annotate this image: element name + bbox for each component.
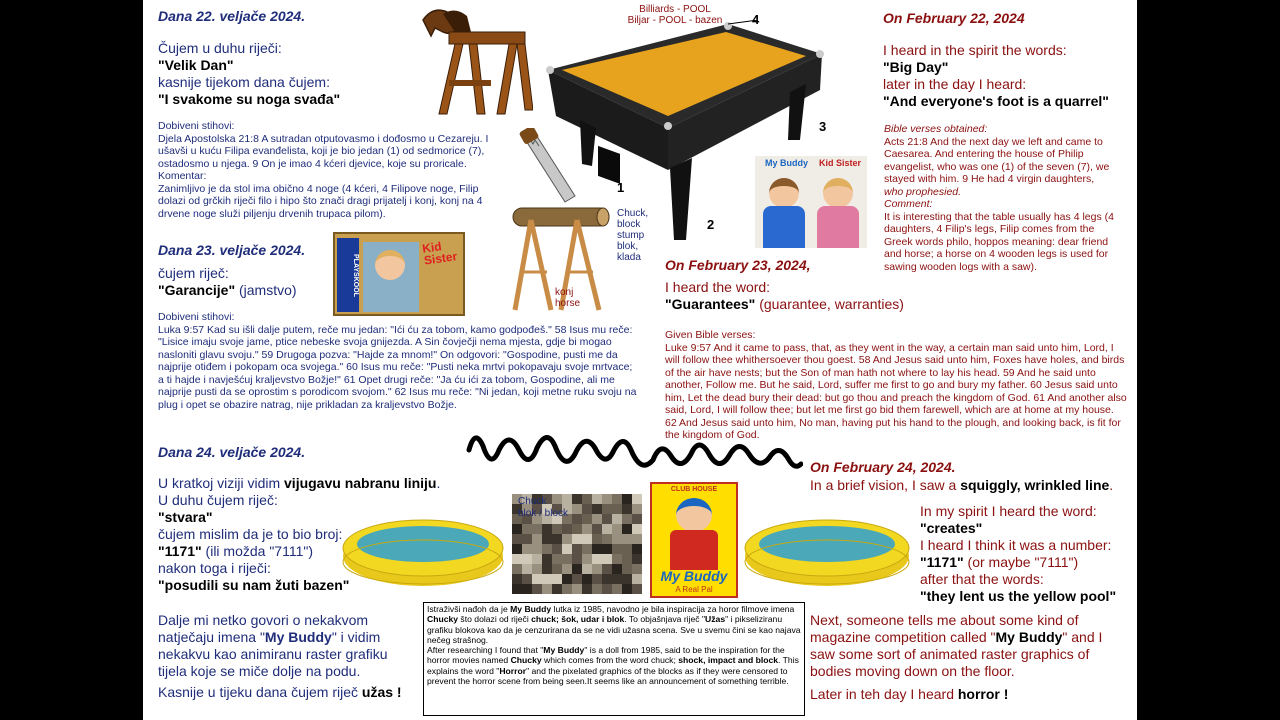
right-feb23-verses-heading: Given Bible verses:	[665, 329, 756, 341]
right-feb24-vision-c: .	[1109, 477, 1114, 493]
pixel-block	[592, 544, 602, 554]
right-feb24-line2: In my spirit I heard the word:	[920, 503, 1097, 519]
pixel-block	[632, 584, 642, 594]
pixel-block	[522, 524, 532, 534]
left-feb24-vision-a: U kratkoj viziji vidim	[158, 475, 285, 491]
note-hr-e: što dolazi od riječi	[458, 614, 532, 625]
label-klada: klada	[617, 252, 641, 263]
right-feb24-quote3: "they lent us the yellow pool"	[920, 588, 1117, 604]
right-feb24-paragraph	[810, 612, 1130, 680]
pixel-block	[562, 534, 572, 544]
right-feb24-number-note: (or maybe "7111")	[963, 554, 1079, 570]
label-konj: konj	[555, 287, 574, 298]
label-billiards-2: Biljar - POOL - bazen	[627, 15, 723, 26]
dolls-image	[755, 156, 867, 248]
right-feb23-quote-note: (guarantee, warranties)	[755, 296, 904, 312]
pixel-block	[632, 524, 642, 534]
pixel-block	[532, 534, 542, 544]
pixel-block	[612, 544, 622, 554]
right-feb24-vision-b: squiggly, wrinkled line	[960, 477, 1110, 493]
left-feb22-line1: Čujem u duhu riječi:	[158, 40, 282, 56]
pixel-block	[542, 554, 552, 564]
pixel-block	[592, 524, 602, 534]
left-feb22-verses	[158, 120, 508, 220]
pixel-block	[602, 564, 612, 574]
pixel-block	[622, 514, 632, 524]
left-feb23-quote: "Garancije"	[158, 282, 236, 298]
left-feb22-comment-heading: Komentar:	[158, 170, 207, 182]
pixel-block	[552, 494, 562, 504]
pixel-block	[542, 544, 552, 554]
left-feb24-vision-c: .	[436, 475, 441, 491]
pixel-block	[562, 584, 572, 594]
right-feb22-section	[883, 10, 1137, 110]
right-feb24-p2a: Later in teh day I heard	[810, 686, 958, 702]
left-feb24-line2: U duhu čujem riječ:	[158, 492, 278, 508]
label-horse: horse	[555, 298, 581, 309]
pixel-block	[512, 574, 522, 584]
kid-sister-box-image	[333, 232, 465, 316]
pixel-block	[602, 504, 612, 514]
pixel-block	[552, 584, 562, 594]
left-feb24-paragraph	[158, 612, 420, 680]
pixel-block	[592, 584, 602, 594]
pixel-block	[622, 574, 632, 584]
pixel-block	[562, 544, 572, 554]
pixel-block	[572, 524, 582, 534]
right-feb22-comment-text: It is interesting that the table usually has 4 legs (4 daughters, 4 Filip's legs, Filip comes from the Greek words philo, hoppos meaning: dear friend and horse; a horse on 4 wooden legs is used for sawing wooden logs with a saw).	[884, 210, 1114, 273]
right-feb22-verses-text: Acts 21:8 And the next day we left and came to Caesarea. And entering the house of Philip evangelist, who was one (1) of the seven (7), we stayed with him. 9 He had 4 virgin daughters,	[884, 135, 1110, 185]
pixel-block	[582, 554, 592, 564]
pixel-block	[622, 554, 632, 564]
note-en-i: " and the pixelated graphics of the blocks as if they were censored to prevent the horror scene from being seen.It seems like an announcement of something terrible.	[427, 665, 789, 687]
document-page	[143, 0, 1137, 720]
right-feb24-line3: I heard I think it was a number:	[920, 537, 1112, 553]
pixel-block	[632, 504, 642, 514]
right-feb22-line1: I heard in the spirit the words:	[883, 42, 1067, 58]
right-feb24-vision-a: In a brief vision, I saw a	[810, 477, 961, 493]
left-feb22-quote1: "Velik Dan"	[158, 57, 234, 73]
pixel-block	[552, 574, 562, 584]
pixel-block	[572, 534, 582, 544]
pixel-block	[542, 574, 552, 584]
pixel-block	[572, 574, 582, 584]
pixel-block	[632, 564, 642, 574]
pixel-block	[572, 514, 582, 524]
pixel-block	[582, 494, 592, 504]
right-feb24-p1b: My Buddy	[995, 629, 1063, 645]
pixel-block	[612, 504, 622, 514]
right-feb22-date: On February 22, 2024	[883, 10, 1025, 26]
pixel-block	[552, 564, 562, 574]
left-feb24-p2b: užas !	[361, 684, 402, 700]
pixel-block	[582, 544, 592, 554]
note-hr-a: Istraživši nađoh da je	[427, 604, 511, 614]
pixel-block	[512, 534, 522, 544]
pixel-block	[532, 574, 542, 584]
right-feb24-quote1: "creates"	[920, 520, 983, 536]
pixel-block	[562, 564, 572, 574]
pool-leg-number-2: 2	[707, 217, 715, 232]
pixel-block	[582, 524, 592, 534]
pixel-block	[592, 494, 602, 504]
pixel-label-block: blok / block	[518, 508, 569, 519]
label-block: block	[617, 219, 641, 230]
left-feb24-line4: nakon toga i riječi:	[158, 560, 271, 576]
sister-doll-body	[817, 206, 859, 248]
note-en-g: . This explains the word "	[427, 655, 799, 676]
pixel-block	[622, 544, 632, 554]
pixel-block	[592, 564, 602, 574]
pixel-block	[592, 554, 602, 564]
right-feb22-comment-heading: Comment:	[884, 198, 933, 210]
pixelated-chuck-block-image	[512, 494, 642, 594]
pixel-block	[512, 524, 522, 534]
pixel-block	[572, 504, 582, 514]
pixel-block	[582, 514, 592, 524]
pixel-block	[532, 584, 542, 594]
pixel-block	[522, 584, 532, 594]
sister-doll-head	[823, 178, 853, 208]
pixel-block	[582, 534, 592, 544]
left-feb24-p1b: My Buddy	[264, 629, 332, 645]
left-feb24-line3: čujem mislim da je to bio broj:	[158, 526, 343, 542]
pixel-block	[632, 534, 642, 544]
right-feb22-verses	[884, 123, 1124, 273]
left-feb22-date: Dana 22. veljače 2024.	[158, 8, 306, 24]
research-note-box	[423, 602, 805, 716]
left-feb23-verses-heading: Dobiveni stihovi:	[158, 311, 235, 323]
right-feb23-section	[665, 257, 1085, 313]
buddy-box-doll-head	[676, 498, 712, 532]
pixel-block	[552, 534, 562, 544]
pixel-block	[512, 544, 522, 554]
pixel-block	[562, 574, 572, 584]
wooden-horse-image	[413, 2, 533, 122]
left-feb23-date: Dana 23. veljače 2024.	[158, 242, 306, 258]
pixel-block	[572, 494, 582, 504]
left-feb23-line1: čujem riječ:	[158, 265, 229, 281]
pixel-block	[552, 544, 562, 554]
pixel-block	[612, 574, 622, 584]
pixel-block	[552, 524, 562, 534]
left-feb24-p1a: Dalje mi netko govori o nekakvom natječaju imena "	[158, 612, 369, 645]
pixel-block	[612, 494, 622, 504]
pixel-block	[522, 574, 532, 584]
pixel-block	[552, 554, 562, 564]
note-hr-c: lutka iz 1985, navodno je bila inspiracija za horor filmove imena	[551, 604, 795, 614]
pixel-block	[602, 514, 612, 524]
right-feb24-p2b: horror !	[957, 686, 1009, 702]
pixel-block	[582, 584, 592, 594]
note-hr-f: chuck; šok, udar i blok	[531, 614, 625, 625]
pixel-block	[582, 564, 592, 574]
pixel-block	[602, 584, 612, 594]
right-feb22-quote2: "And everyone's foot is a quarrel"	[883, 93, 1109, 109]
buddy-box-top: CLUB HOUSE	[670, 486, 718, 493]
pixel-block	[622, 534, 632, 544]
left-feb24-date: Dana 24. veljače 2024.	[158, 444, 306, 460]
pixel-block	[612, 524, 622, 534]
pixel-block	[532, 554, 542, 564]
pixel-block	[572, 554, 582, 564]
box-title: Kid Sister	[421, 239, 459, 268]
note-english	[427, 645, 801, 686]
label-billiards-1: Billiards - POOL	[639, 4, 711, 15]
pixel-block	[572, 564, 582, 574]
left-feb23-quote-note: (jamstvo)	[235, 282, 297, 298]
pixel-block	[632, 544, 642, 554]
note-en-f: shock, impact and block	[678, 655, 779, 666]
pixel-block	[572, 544, 582, 554]
note-croatian	[427, 604, 801, 645]
right-feb24-p1a: Next, someone tells me about some kind of magazine competition called "	[810, 612, 1079, 645]
note-en-e: which comes from the word chuck;	[541, 655, 679, 666]
pixel-block	[572, 584, 582, 594]
pixel-block	[592, 504, 602, 514]
pixel-block	[512, 564, 522, 574]
left-feb24-number-note: (ili možda "7111")	[201, 543, 314, 559]
right-feb22-verses-heading: Bible verses obtained:	[884, 123, 988, 135]
pixel-block	[622, 494, 632, 504]
pixel-block	[632, 494, 642, 504]
right-feb23-line1: I heard the word:	[665, 279, 771, 295]
right-feb22-quote1: "Big Day"	[883, 59, 949, 75]
pixel-block	[632, 574, 642, 584]
pixel-block	[632, 554, 642, 564]
pixel-block	[622, 584, 632, 594]
right-feb24-date: On February 24, 2024.	[810, 459, 956, 475]
note-hr-b: My Buddy	[510, 604, 552, 614]
left-feb22-quote2: "I svakome su noga svađa"	[158, 91, 341, 107]
pixel-block	[542, 564, 552, 574]
pixel-block	[522, 564, 532, 574]
pixel-block	[582, 574, 592, 584]
pixel-block	[582, 504, 592, 514]
pixel-block	[602, 544, 612, 554]
note-en-a: After researching I found that "	[427, 645, 544, 656]
box-brand-label: PLAYSKOOL	[337, 238, 359, 312]
right-feb24-number: "1171"	[920, 554, 964, 570]
right-feb23-quote: "Guarantees"	[665, 296, 756, 312]
right-feb22-verses-text-2: who prophesied.	[884, 185, 962, 198]
note-en-h: Horror	[499, 665, 527, 676]
left-feb22-comment-text: Zanimljivo je da stol ima obično 4 noge (4 kćeri, 4 Filipove noge, Filip dolazi od grčkih riječi filo i hipo što znači dragi prijatelj i konj, konj na 4 drvene noge služi piljenju drvenih trupaca pilom).	[158, 182, 483, 220]
pixel-block	[612, 534, 622, 544]
pixel-block	[592, 574, 602, 584]
pixel-block	[542, 534, 552, 544]
pixel-block	[512, 554, 522, 564]
right-feb22-line2: later in the day I heard:	[883, 76, 1027, 92]
pixel-block	[592, 514, 602, 524]
pixel-block	[612, 584, 622, 594]
note-hr-d: Chucky	[427, 614, 459, 625]
note-en-b: My Buddy	[543, 645, 585, 656]
pixel-block	[622, 504, 632, 514]
left-feb22-verses-text: Djela Apostolska 21:8 A sutradan otputovasmo i dođosmo u Cezareju. I ušavši u kuću Filipa evanđelista, koji je bio jedan (1) od sedmorice (7), ostadosmo u njega. 9 On je imao 4 kćeri djevice, koje su proricale.	[158, 132, 489, 170]
left-feb24-horror	[158, 684, 428, 700]
pixel-block	[532, 524, 542, 534]
label-stump: stump	[617, 230, 645, 241]
pool-leg-number-4: 4	[752, 12, 760, 27]
left-feb24-p1c: " i vidim nekakvu kao animiranu raster grafiku tijela koje se miče dolje na podu.	[158, 629, 388, 679]
left-feb24-quote1: "stvara"	[158, 509, 213, 525]
left-feb22-line2: kasnije tijekom dana čujem:	[158, 74, 330, 90]
pixel-block	[542, 584, 552, 594]
pixel-block	[562, 494, 572, 504]
pixel-block	[522, 554, 532, 564]
buddy-box-sub: A Real Pal	[675, 585, 713, 594]
pool-leg-number-1: 1	[617, 180, 625, 195]
pixel-block	[522, 534, 532, 544]
right-feb24-horror	[810, 686, 1130, 702]
pixel-block	[622, 524, 632, 534]
label-chucky: Chuck,	[617, 208, 649, 219]
buddy-box-title: My Buddy	[660, 568, 728, 584]
left-feb24-number: "1171"	[158, 543, 202, 559]
left-feb23-verses-text: Luka 9:57 Kad su išli dalje putem, reče mu jedan: "Ići ću za tobom, kamo godpođeš." 58 Isus mu reče: "Lisice imaju svoje jame, ptice nebeske svoja gnijezda. A Sin čovječji nema mjesta, gdje bi mogao nasloniti glavu svoju." 59 Drugoga pozva: "Hajde za mnom!" On odgovori: "Gospodine, pusti me da najprije otiđem i pokopam oca svojega." 60 Isus mu reče: "Pusti neka mrtvi pokopavaju svoje mrtvace; a ti hajde i navješćuj kraljevstvo Božje!" 61 Opet drugi reče: "Ja ću ići za tobom, Gospodine, ali me najprije pusti da se oprostim s porodicom svojom." 62 Isus mu reče: "Ni jedan, koji metne ruku svoju na plug i opet se obazire natrag, nije prikladan za kraljevstvo Božje.	[158, 323, 637, 411]
pixel-label-chuck: Chuck	[518, 496, 547, 507]
buddy-box-doll-body	[670, 530, 718, 570]
note-en-d: Chucky	[510, 655, 542, 666]
doll-brand-buddy: My Buddy	[765, 158, 809, 168]
pixel-block	[612, 554, 622, 564]
pixel-block	[532, 564, 542, 574]
box-doll-head	[375, 250, 405, 280]
pixel-block	[602, 524, 612, 534]
note-en-c: " is a doll from 1985, said to be the inspiration for the horror movies named	[427, 645, 785, 666]
right-feb23-verses-text: Luke 9:57 And it came to pass, that, as they went in the way, a certain man said unto him, Lord, I will follow thee whithersoever thou goest. 58 And Jesus said unto him, Foxes have holes, and birds of the air have nests; but the Son of man hath not where to lay his head. 59 And he said unto another, Follow me. But he said, Lord, suffer me first to go and bury my father. 60 Jesus said unto him, Let the dead bury their dead: but go thou and preach the kingdom of God. 61 And another also said, Lord, I will follow thee; but let me first go bid them farewell, which are at home at my house. 62 And Jesus said unto him, No man, having put his hand to the plough, and looking back, is fit for the kingdom of God.	[665, 341, 1127, 441]
pixel-block	[522, 544, 532, 554]
pixel-block	[612, 564, 622, 574]
yellow-pool-left-image	[341, 510, 506, 590]
note-hr-i: " i pikseliziranu grafiku blokova kao da je cenzurirana da se ne vidi užasna scena. Sve u svemu čini se kao najava nečeg strašnog.	[427, 614, 801, 645]
pixel-block	[512, 584, 522, 594]
pixel-block	[612, 514, 622, 524]
label-block2: blok,	[617, 241, 639, 252]
pixel-block	[562, 524, 572, 534]
note-hr-h: Užas	[705, 614, 726, 625]
right-feb24-section	[810, 459, 1137, 494]
pixel-block	[592, 534, 602, 544]
pixel-block	[602, 494, 612, 504]
pixel-block	[542, 524, 552, 534]
left-feb23-verses	[158, 311, 638, 411]
horse-labels	[555, 287, 580, 309]
pixel-block	[632, 514, 642, 524]
pixel-block	[602, 554, 612, 564]
left-feb24-quote3: "posudili su nam žuti bazen"	[158, 577, 350, 593]
right-feb23-date: On February 23, 2024,	[665, 257, 811, 273]
pool-leg-number-3: 3	[819, 119, 827, 134]
my-buddy-box-image	[650, 482, 738, 598]
pixel-block	[622, 564, 632, 574]
note-hr-g: . To objašnjava riječ "	[624, 614, 706, 625]
pixel-block	[602, 574, 612, 584]
buddy-doll-body	[763, 206, 805, 248]
pixel-block	[562, 554, 572, 564]
right-feb24-p1c: " and I saw some sort of animated raster graphics of bodies moving down on the floor.	[810, 629, 1103, 679]
yellow-pool-right-image	[743, 510, 911, 590]
left-feb24-p2a: Kasnije u tijeku dana čujem riječ	[158, 684, 362, 700]
left-feb22-verses-heading: Dobiveni stihovi:	[158, 120, 235, 132]
left-feb24-vision-b: vijugavu nabranu liniju	[284, 475, 437, 491]
left-feb23-section	[158, 242, 338, 299]
right-feb24-line4: after that the words:	[920, 571, 1044, 587]
pixel-block	[532, 544, 542, 554]
squiggly-line-image	[463, 420, 803, 488]
doll-brand-sister: Kid Sister	[819, 158, 862, 168]
buddy-doll-head	[769, 178, 799, 208]
pixel-block	[602, 534, 612, 544]
right-feb24-words	[920, 503, 1135, 605]
